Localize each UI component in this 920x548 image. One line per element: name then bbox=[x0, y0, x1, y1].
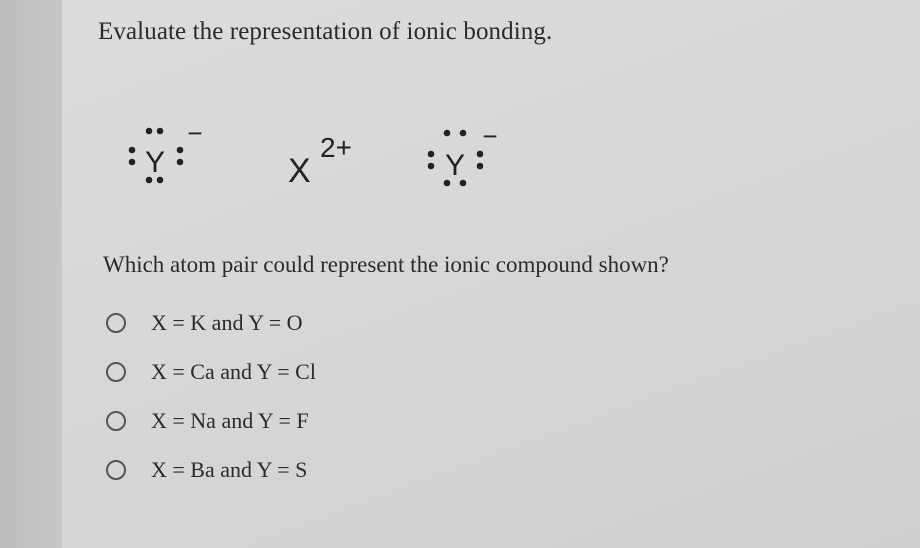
answer-option-label: X = K and Y = O bbox=[151, 309, 303, 335]
anion-left-symbol: Y bbox=[144, 146, 166, 179]
anion-right-charge: − bbox=[482, 121, 498, 151]
answer-option[interactable] bbox=[106, 445, 316, 494]
radio-button[interactable] bbox=[106, 411, 126, 431]
answer-option[interactable] bbox=[106, 396, 316, 445]
answer-options bbox=[106, 298, 316, 494]
answer-option[interactable] bbox=[106, 347, 316, 396]
cation-charge: 2+ bbox=[320, 132, 352, 163]
answer-option-label: X = Ba and Y = S bbox=[151, 456, 308, 482]
radio-button[interactable] bbox=[106, 362, 126, 382]
anion-right bbox=[428, 121, 498, 186]
answer-option-label: X = Ca and Y = Cl bbox=[151, 358, 316, 384]
question-prompt: Evaluate the representation of ionic bonding. bbox=[98, 18, 553, 45]
answer-option[interactable] bbox=[106, 298, 316, 347]
radio-button[interactable] bbox=[106, 460, 126, 480]
anion-left bbox=[129, 118, 203, 183]
anion-right-symbol: Y bbox=[444, 149, 466, 182]
answer-option-label: X = Na and Y = F bbox=[151, 407, 309, 433]
question-text: Which atom pair could represent the ionic compound shown? bbox=[103, 252, 669, 277]
cation-symbol: X bbox=[288, 152, 311, 190]
radio-button[interactable] bbox=[106, 313, 126, 333]
anion-left-charge: − bbox=[187, 118, 203, 148]
cation bbox=[288, 132, 352, 190]
